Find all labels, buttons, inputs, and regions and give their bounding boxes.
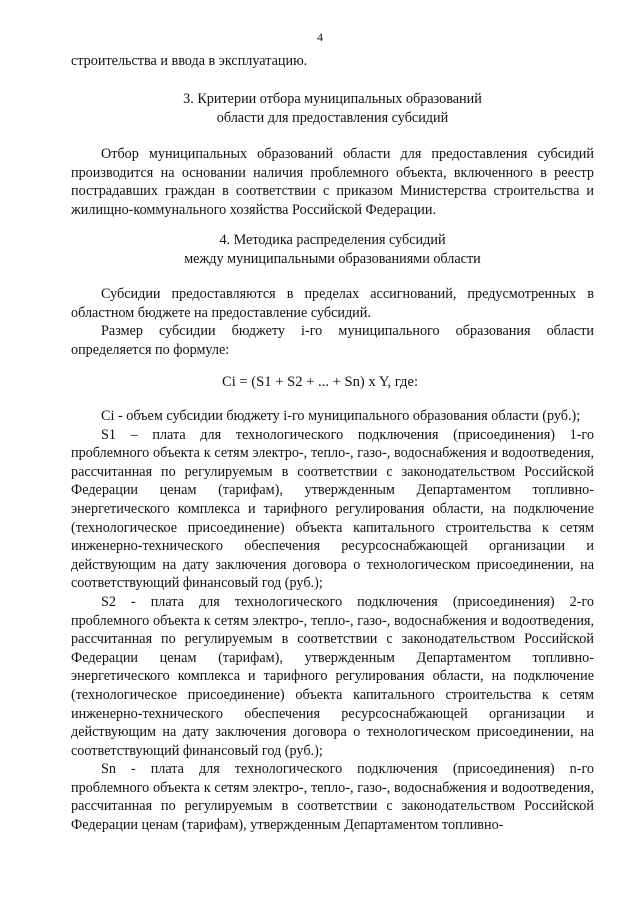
intro-line-block xyxy=(71,52,594,71)
section3-paragraph: Отбор муниципальных образований области для предоставления субсидий производится на основании наличия проблемного объекта, включенного в реестр пострадавших граждан в соответствии с приказом Министерства строительства и жилищно-коммунального хозяйства Российской Федерации. xyxy=(71,146,594,218)
section4-heading xyxy=(71,231,594,268)
definition-ci: Ci - объем субсидии бюджету i-го муниципального образования области (руб.); xyxy=(101,408,581,424)
intro-line: строительства и ввода в эксплуатацию. xyxy=(71,53,308,69)
definition-s2: S2 - плата для технологического подключения (присоединения) 2-го проблемного объекта к сетям электро-, тепло-, газо-, водоснабжения и водоотведения, рассчитанная по регулируемым в соответствии с законодательством Российской Федерации ценам (тарифам), утвержденным Департаментом топливно-энергетического комплекса и тарифного регулирования области, на подключение (технологическое присоединение) объекта капитального строительства к сетям инженерно-технического обеспечения ресурсоснабжающей организации и действующим на дату заключения договора о технологическом присоединении, на соответствующий финансовый год (руб.); xyxy=(71,593,594,759)
section4-heading-line1: 4. Методика распределения субсидий xyxy=(219,232,446,248)
section3-paragraph-block xyxy=(71,145,594,219)
section3-heading-line1: 3. Критерии отбора муниципальных образований xyxy=(183,91,482,107)
section4-para2: Размер субсидии бюджету i-го муниципального образования области определяется по формуле: xyxy=(71,323,594,358)
formula: Ci = (S1 + S2 + ... + Sn) x Y, где: xyxy=(221,374,419,390)
section3-heading-line2: области для предоставления субсидий xyxy=(216,109,449,126)
section4-intro-block xyxy=(71,285,594,359)
section3-heading xyxy=(71,90,594,127)
page-number: 4 xyxy=(317,30,323,44)
definition-s1: S1 – плата для технологического подключения (присоединения) 1-го проблемного объекта к сетям электро-, тепло-, газо-, водоснабжения и водоотведения, рассчитанная по регулируемым в соответствии с законодательством Российской Федерации ценам (тарифам), утвержденным Департаментом топливно-энергетического комплекса и тарифного регулирования области, на подключение (технологическое присоединение) объекта капитального строительства к сетям инженерно-технического обеспечения ресурсоснабжающей организации и действующим на дату заключения договора о технологическом присоединении, на соответствующий финансовый год (руб.); xyxy=(71,426,594,592)
section4-para1: Субсидии предоставляются в пределах ассигнований, предусмотренных в областном бюджете на предоставление субсидий. xyxy=(71,286,594,321)
section4-heading-line2: между муниципальными образованиями области xyxy=(184,250,481,267)
definitions-block xyxy=(71,407,594,835)
definition-sn: Sn - плата для технологического подключения (присоединения) n-го проблемного объекта к сетям электро-, тепло-, газо-, водоснабжения и водоотведения, рассчитанная по регулируемым в соответствии с законодательством Российской Федерации ценам (тарифам), утвержденным Департаментом топливно- xyxy=(71,761,594,834)
